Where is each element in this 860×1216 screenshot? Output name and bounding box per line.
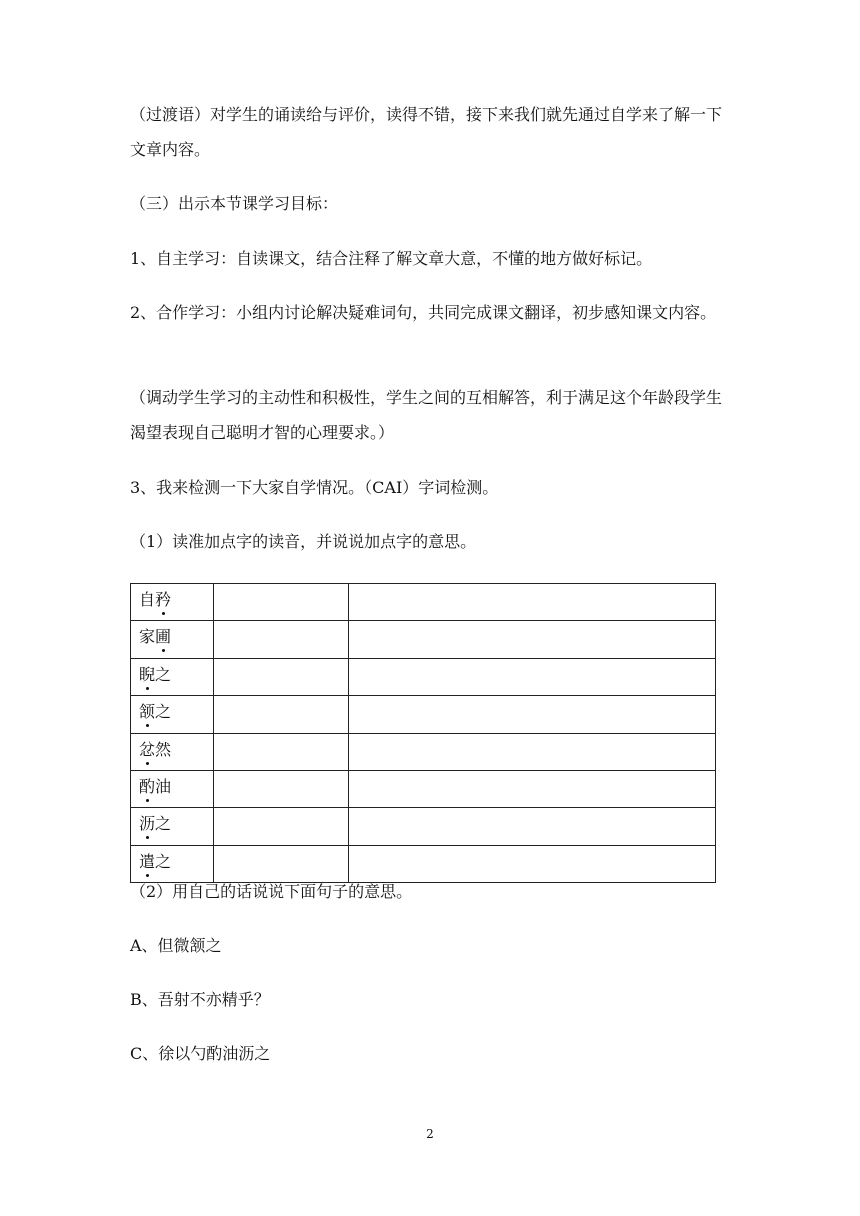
meaning-cell[interactable] [349,696,716,733]
table-row [131,733,716,770]
pronunciation-cell[interactable] [214,733,349,770]
vocab-dotted-character: 沥 [139,811,155,834]
vocab-word-cell [131,808,214,845]
vocab-dotted-character: 忿 [139,737,155,760]
table-row [131,658,716,695]
task-sentence-meaning: （2）用自己的话说说下面句子的意思。 [130,882,413,901]
meaning-cell[interactable] [349,621,716,658]
vocab-word-suffix: 之 [155,702,172,722]
meaning-cell[interactable] [349,808,716,845]
vocab-word-cell [131,696,214,733]
goals-heading: （三）出示本节课学习目标： [130,194,339,213]
goal-self-study: 1、自主学习：自读课文，结合注释了解文章大意，不懂的地方做好标记。 [130,249,653,268]
vocab-word-prefix: 家 [139,627,156,647]
vocab-word-suffix: 之 [155,814,172,834]
vocab-word-suffix: 然 [155,739,172,759]
goal-cooperative-study: 2、合作学习：小组内讨论解决疑难词句，共同完成课文翻译，初步感知课文内容。 [130,303,717,322]
pronunciation-cell[interactable] [214,696,349,733]
sentence-c: C、徐以勺酌油沥之 [130,1044,271,1063]
table-row [131,696,716,733]
transition-paragraph: （过渡语）对学生的诵读给与评价，读得不错，接下来我们就先通过自学来了解一下文章内容。 [130,105,723,159]
sentence-b: B、吾射不亦精乎？ [130,990,270,1009]
vocabulary-table [130,583,716,883]
vocab-dotted-character: 酌 [139,774,155,797]
vocab-word-prefix: 自 [139,590,156,609]
meaning-cell[interactable] [349,658,716,695]
vocab-word-suffix: 油 [155,776,172,796]
meaning-cell[interactable] [349,770,716,807]
sentence-a: A、但微颔之 [130,936,222,955]
vocab-word-cell [131,584,214,621]
vocab-dotted-character: 遣 [139,849,155,872]
pronunciation-cell[interactable] [214,621,349,658]
vocab-dotted-character: 颔 [139,699,155,722]
table-row [131,770,716,807]
vocab-word-cell [131,621,214,658]
task-pronunciation: （1）读准加点字的读音，并说说加点字的意思。 [130,532,477,551]
pronunciation-cell[interactable] [214,808,349,845]
vocab-word-suffix: 之 [155,851,172,871]
vocab-dotted-character: 矜 [155,587,171,610]
table-row [131,584,716,621]
vocab-dotted-character: 圃 [155,624,171,647]
table-row [131,808,716,845]
pronunciation-cell[interactable] [214,770,349,807]
pronunciation-cell[interactable] [214,658,349,695]
meaning-cell[interactable] [349,584,716,621]
vocab-word-cell [131,770,214,807]
teaching-note: （调动学生学习的主动性和积极性，学生之间的互相解答，利于满足这个年龄段学生渴望表现自己聪明才智的心理要求。） [130,388,723,442]
vocab-word-cell [131,658,214,695]
table-row [131,621,716,658]
vocab-dotted-character: 睨 [139,662,155,685]
meaning-cell[interactable] [349,733,716,770]
pronunciation-cell[interactable] [214,584,349,621]
page-number: 2 [426,1127,434,1141]
self-study-check: 3、我来检测一下大家自学情况。（CAI）字词检测。 [130,478,499,497]
vocab-word-suffix: 之 [155,664,172,684]
vocab-word-cell [131,733,214,770]
